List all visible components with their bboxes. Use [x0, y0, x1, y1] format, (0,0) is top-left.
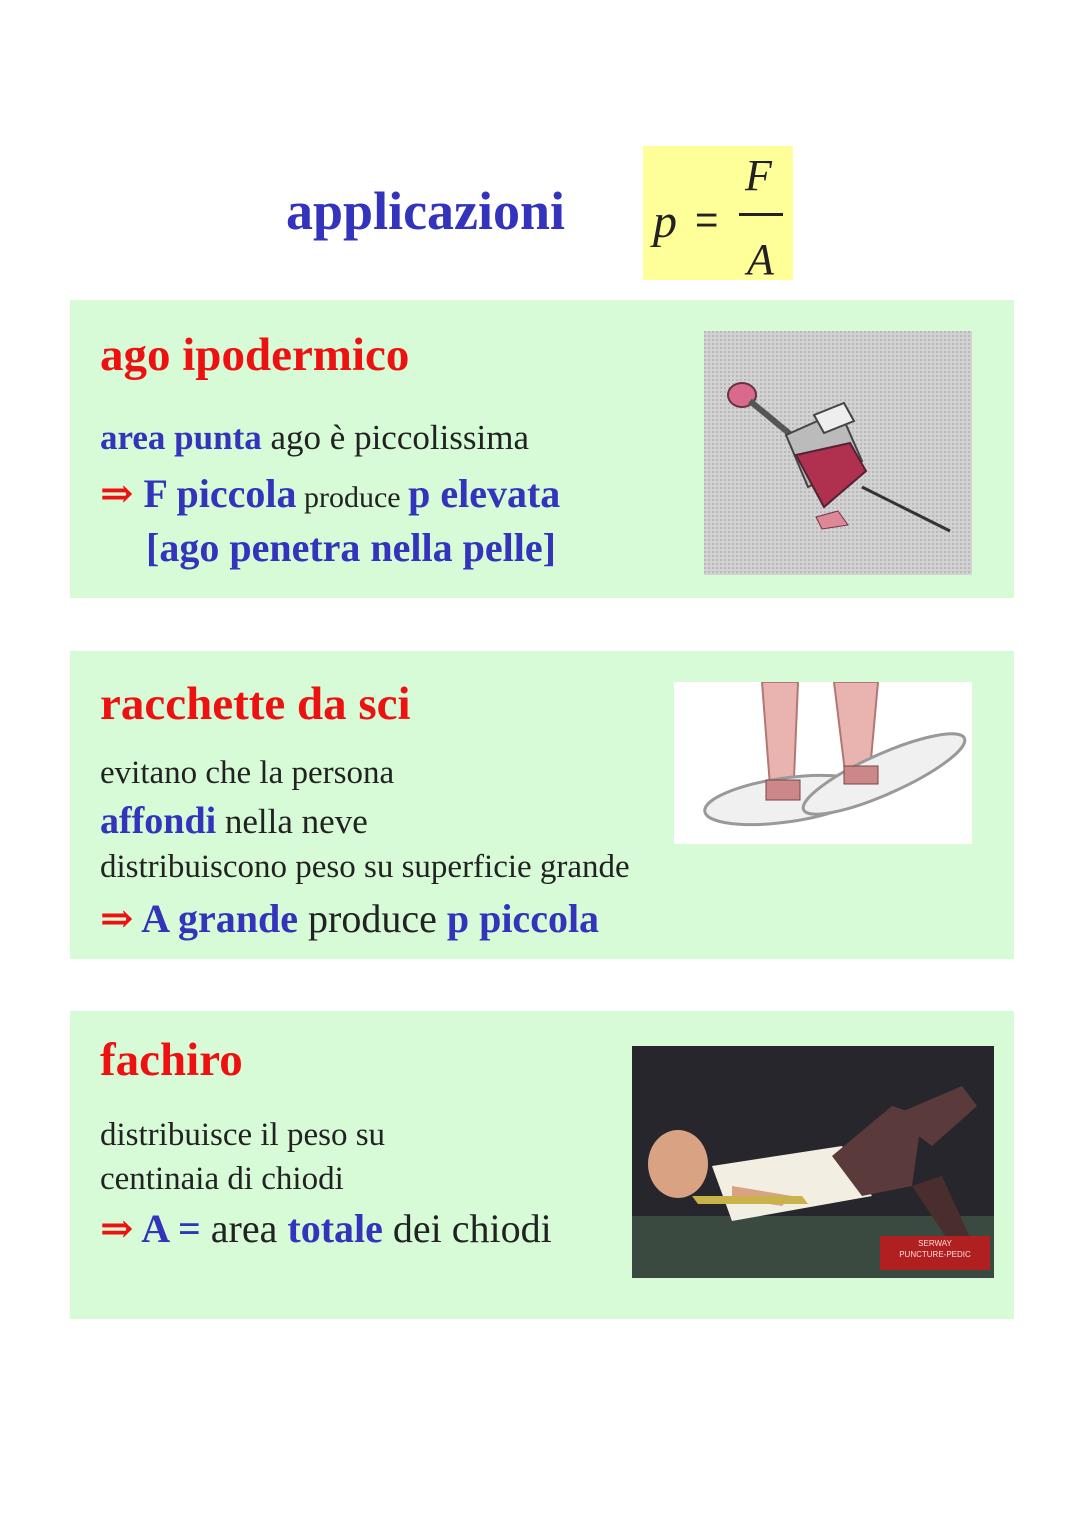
card-title: fachiro [100, 1034, 243, 1086]
card-text-line: area punta ago è piccolissima [100, 418, 530, 457]
page-title: applicazioni [286, 181, 566, 241]
card-fakir [70, 1011, 1014, 1319]
implies-arrow: ⇒ [100, 471, 134, 516]
formula-numerator: F [745, 151, 772, 200]
pressure-formula [643, 146, 793, 284]
card-text-line: distribuisce il peso su [100, 1117, 386, 1153]
card-text-line: affondi nella neve [100, 800, 368, 842]
syringe-image [704, 331, 972, 575]
card-snowshoes [70, 651, 1014, 959]
card-text-line: ⇒ A = area totale dei chiodi [100, 1206, 552, 1251]
card-text-line: ⇒ F piccola produce p elevata [100, 471, 561, 516]
card-text-line: [ago penetra nella pelle] [146, 525, 556, 570]
formula-denominator: A [747, 235, 774, 284]
card-text-line: ⇒ A grande produce p piccola [100, 896, 600, 941]
formula-pressure: p [653, 195, 677, 248]
card-hypodermic-needle [70, 300, 1014, 598]
snowshoes-image [674, 682, 972, 844]
fakir-photo [632, 1046, 994, 1278]
card-title: ago ipodermico [100, 329, 410, 381]
fraction-bar [739, 213, 783, 216]
card-title: racchette da sci [100, 678, 411, 730]
card-text-line: evitano che la persona [100, 755, 395, 791]
card-text-line: centinaia di chiodi [100, 1161, 344, 1197]
implies-arrow: ⇒ [100, 896, 134, 941]
photo-caption: SERWAY PUNCTURE-PEDIC [899, 1239, 971, 1259]
formula-equals: = [695, 198, 719, 242]
implies-arrow: ⇒ [100, 1206, 134, 1251]
card-text-line: distribuiscono peso su superficie grande [100, 849, 630, 885]
